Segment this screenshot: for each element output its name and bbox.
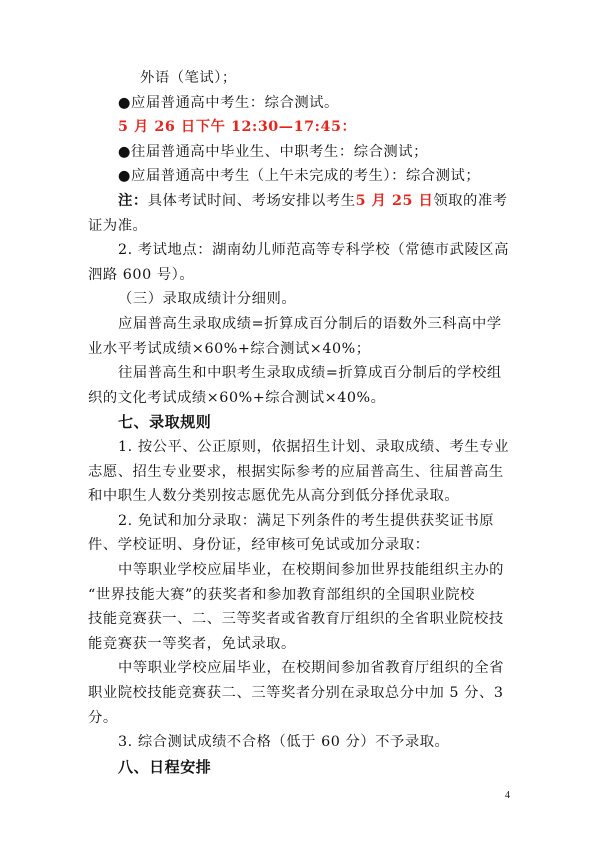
exam-location: 2. 考试地点：湖南幼儿师范高等专科学校（常德市武陵区高: [118, 242, 510, 259]
exam-item-unfinished-students: ●应届普通高中考生（上午未完成的考生）：综合测试；: [118, 168, 481, 185]
score-rule-previous-continued: 织的文化考试成绩×60%+综合测试×40%。: [88, 389, 386, 406]
exam-location-continued: 泗路 600 号）。: [88, 266, 195, 283]
note-date-highlight: 5 月 25 日: [355, 193, 434, 209]
admission-rule-2: 2. 免试和加分录取：满足下列条件的考生提供获奖证书原: [118, 512, 495, 529]
exam-note: [118, 191, 508, 211]
score-rule-previous: 往届普高生和中职考生录取成绩=折算成百分制后的学校组: [118, 365, 502, 382]
bonus-paragraph-line3: 分。: [88, 709, 118, 726]
exam-time-afternoon: 5 月 26 日下午 12:30—17:45：: [118, 119, 357, 136]
admission-rule-1-line3: 和中职生人数分类别按志愿优先从高分到低分择优录取。: [88, 488, 460, 505]
section-heading-admission-rules: 七、录取规则: [118, 413, 212, 432]
score-rule-current: 应届普高生录取成绩=折算成百分制后的语数外三科高中学: [118, 316, 502, 332]
exemption-paragraph-line4: 能竞赛获一等奖者，免试录取。: [88, 635, 296, 652]
exam-item-current-students: ●应届普通高中考生：综合测试。: [118, 94, 339, 111]
exemption-paragraph: 中等职业学校应届毕业，在校期间参加世界技能组织主办的: [118, 562, 505, 578]
admission-rule-2-line2: 件、学校证明、身份证，经审核可免试或加分录取：: [88, 537, 430, 554]
note-text-pre: 具体考试时间、考场安排以考生: [147, 193, 356, 209]
admission-rule-3: 3. 综合测试成绩不合格（低于 60 分）不予录取。: [118, 734, 450, 751]
exam-item-previous-students: ●往届普通高中毕业生、中职考生：综合测试；: [118, 143, 428, 160]
score-rule-current-continued: 业水平考试成绩×60%+综合测试×40%；: [88, 340, 371, 357]
admission-rule-1: 1. 按公平、公正原则，依据招生计划、录取成绩、考生专业: [118, 439, 510, 455]
exemption-paragraph-line2: “世界技能大赛”的获奖者和参加教育部组织的全国职业院校: [88, 586, 475, 603]
score-rules-heading: （三）录取成绩计分细则。: [118, 291, 297, 308]
section-heading-schedule: 八、日程安排: [118, 757, 212, 776]
bonus-paragraph: 中等职业学校应届毕业，在校期间参加省教育厅组织的全省: [118, 660, 505, 677]
exam-note-continued: 证为准。: [88, 217, 148, 234]
bonus-paragraph-line2: 职业院校技能竞赛获二、三等奖者分别在录取总分中加 5 分、3: [88, 685, 504, 701]
exam-subject-foreign-language: 外语（笔试）；: [140, 70, 237, 86]
note-label: 注：: [118, 193, 148, 209]
note-text-post: 领取的准考: [433, 193, 508, 209]
admission-rule-1-line2: 志愿、招生专业要求，根据实际参考的应届普高生、往届普高生: [88, 463, 504, 480]
exemption-paragraph-line3: 技能竞赛获一、二、三等奖者或省教育厅组织的全省职业院校技: [88, 611, 504, 628]
page-number: 4: [505, 790, 510, 801]
